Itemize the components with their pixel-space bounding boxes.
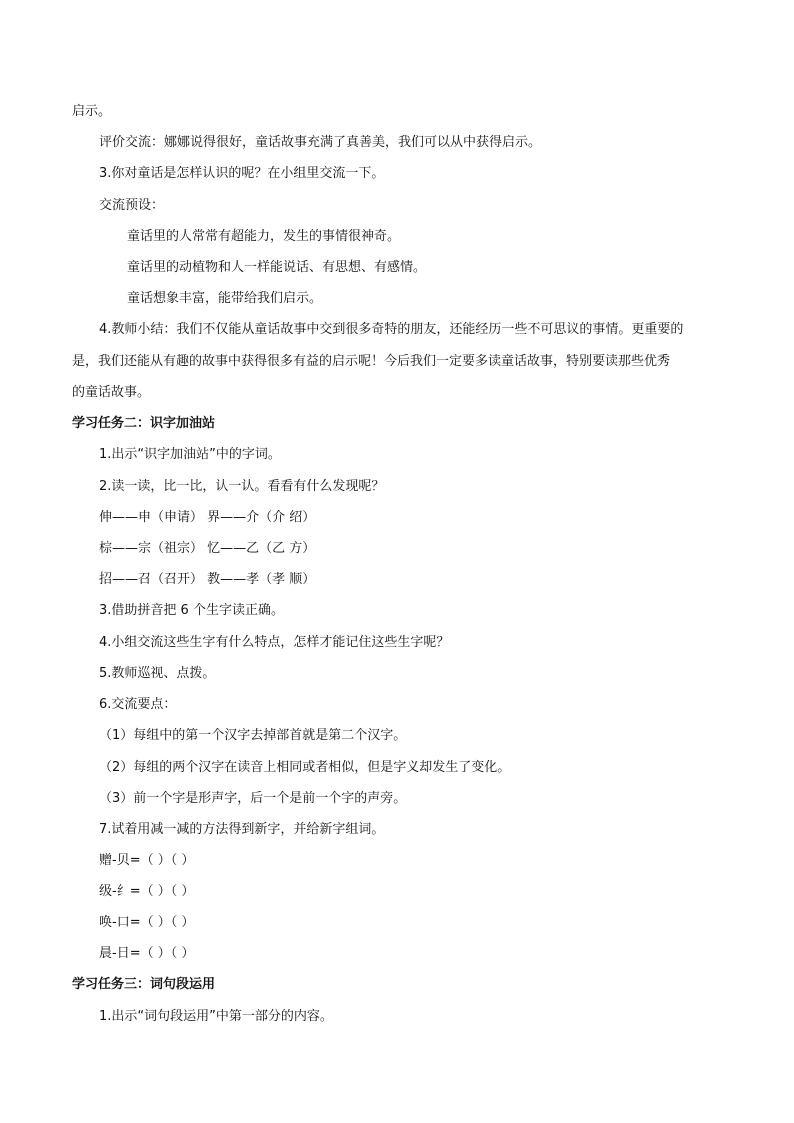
text-line: 1.出示“识字加油站”中的字词。 <box>99 447 281 462</box>
text-line: 7.试着用减一减的方法得到新字，并给新字组词。 <box>99 822 385 837</box>
text-line: 晨-日=（ ）（ ） <box>99 946 195 961</box>
text-line: 4.小组交流这些生字有什么特点，怎样才能记住这些生字呢？ <box>99 635 450 650</box>
text-line: 3.你对童话是怎样认识的呢？在小组里交流一下。 <box>99 166 385 181</box>
text-line: 2.读一读，比一比，认一认。看看有什么发现呢？ <box>99 479 385 494</box>
text-line: 5.教师巡视、点拨。 <box>99 666 216 681</box>
text-line: 4.教师小结：我们不仅能从童话故事中交到很多奇特的朋友，还能经历一些不可思议的事情。更重要的 <box>99 322 684 337</box>
text-line: 棕——宗（祖宗） 忆——乙（乙 方） <box>99 541 316 556</box>
section-heading: 学习任务二：识字加油站 <box>72 416 216 431</box>
text-line: 评价交流：娜娜说得很好，童话故事充满了真善美，我们可以从中获得启示。 <box>99 135 542 150</box>
text-line: （3）前一个字是形声字，后一个是前一个字的声旁。 <box>99 791 407 806</box>
text-line: 的童话故事。 <box>72 385 151 400</box>
text-line: 招——召（召开） 教——孝（孝 顺） <box>99 572 316 587</box>
text-line: （1）每组中的第一个汉字去掉部首就是第二个汉字。 <box>99 728 407 743</box>
text-line: 童话里的人常常有超能力，发生的事情很神奇。 <box>127 229 401 244</box>
text-line: 童话想象丰富，能带给我们启示。 <box>127 291 323 306</box>
text-line: 级-纟=（ ）（ ） <box>99 884 195 899</box>
text-line: 童话里的动植物和人一样能说话、有思想、有感情。 <box>127 260 427 275</box>
text-line: 赠-贝=（ ）（ ） <box>99 853 195 868</box>
text-line: 1.出示“词句段运用”中第一部分的内容。 <box>99 1009 333 1024</box>
text-line: （2）每组的两个汉字在读音上相同或者相似，但是字义却发生了变化。 <box>99 760 511 775</box>
text-line: 唤-口=（ ）（ ） <box>99 915 195 930</box>
text-line: 交流预设： <box>99 198 165 213</box>
text-line: 3.借助拼音把 6 个生字读正确。 <box>99 603 284 618</box>
text-line: 6.交流要点： <box>99 697 177 712</box>
text-line: 伸——申（申请） 界——介（介 绍） <box>99 510 316 525</box>
section-heading: 学习任务三：词句段运用 <box>72 977 216 992</box>
text-line: 启示。 <box>72 104 112 119</box>
text-line: 是，我们还能从有趣的故事中获得很多有益的启示呢！今后我们一定要多读童话故事，特别要读那些优秀 <box>72 354 671 369</box>
